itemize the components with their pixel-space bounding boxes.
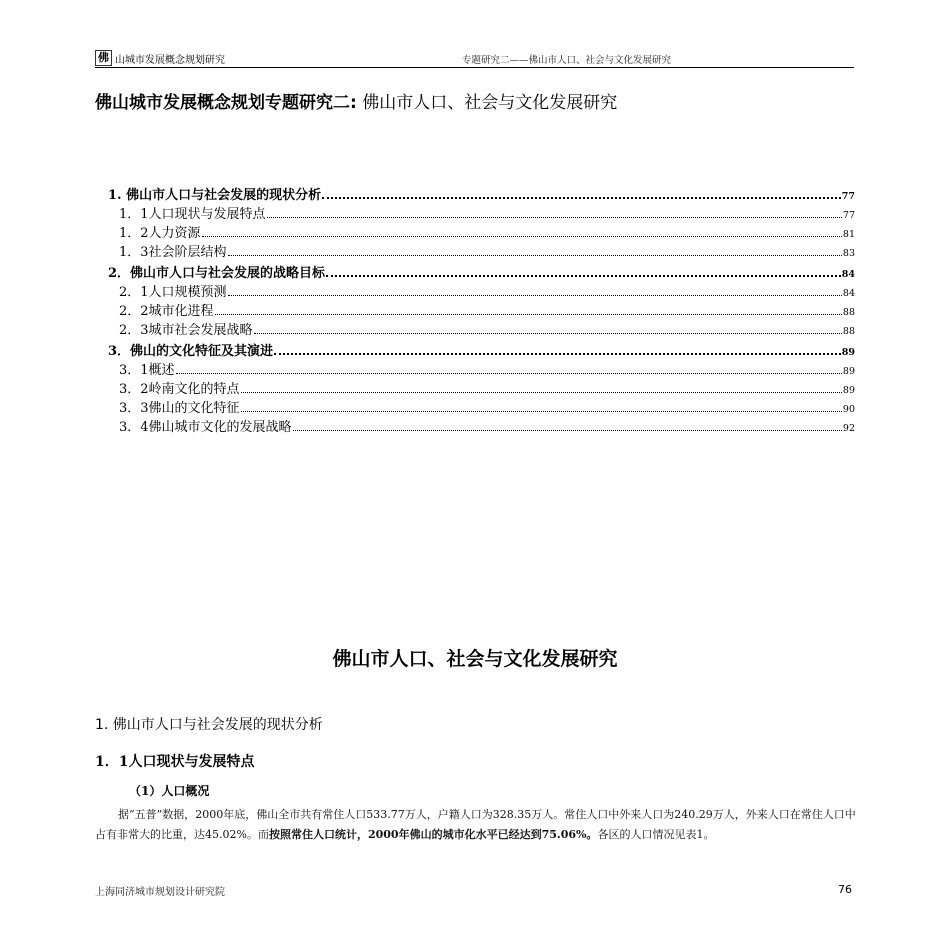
toc-entry-label: 2．2城市化进程 (119, 304, 214, 319)
paragraph-emphasis: 按照常住人口统计，2000年佛山的城市化水平已经达到75.06%。 (268, 828, 598, 841)
toc-dot-leader (254, 332, 842, 334)
toc-entry-page: 89 (841, 347, 855, 358)
toc-entry-label: 1．2人力资源 (119, 226, 201, 241)
toc-entry-page: 84 (841, 269, 855, 280)
toc-entry-label: 1．1人口现状与发展特点 (119, 207, 266, 222)
toc-entry-page: 88 (842, 326, 855, 337)
toc-dot-leader (202, 235, 842, 237)
toc-entry-label: 3．4佛山城市文化的发展战略 (119, 420, 292, 435)
toc-entry[interactable] (108, 262, 855, 281)
toc-entry[interactable] (108, 203, 855, 222)
toc-dot-leader (274, 352, 841, 355)
page-header (95, 50, 854, 68)
toc-dot-leader (215, 313, 842, 315)
logo-icon: 佛 (95, 50, 112, 66)
toc-entry-page: 77 (841, 191, 855, 202)
toc-entry-label: 3．3佛山的文化特征 (119, 401, 240, 416)
toc-dot-leader (326, 274, 841, 277)
toc-entry[interactable] (108, 378, 855, 397)
toc-dot-leader (241, 391, 842, 393)
toc-entry-label: 2．佛山市人口与社会发展的战略目标 (108, 266, 326, 281)
toc-entry-label: 2．3城市社会发展战略 (119, 323, 253, 338)
toc-entry-page: 89 (842, 385, 855, 396)
toc-entry-page: 84 (842, 288, 855, 299)
toc-entry[interactable] (108, 184, 855, 203)
subsubsection-heading: （1）人口概况 (129, 784, 210, 798)
toc-entry[interactable] (108, 359, 855, 378)
toc-entry-page: 88 (842, 307, 855, 318)
toc-entry[interactable] (108, 397, 855, 416)
main-heading: 佛山市人口、社会与文化发展研究 (332, 648, 618, 670)
toc-entry[interactable] (108, 300, 855, 319)
header-section-title: 专题研究二——佛山市人口、社会与文化发展研究 (462, 55, 672, 66)
body-paragraph (95, 805, 860, 845)
toc-entry-page: 83 (842, 248, 855, 259)
toc-entry-page: 89 (842, 366, 855, 377)
toc-entry[interactable] (108, 416, 855, 435)
toc-entry[interactable] (108, 222, 855, 241)
toc-entry[interactable] (108, 241, 855, 260)
toc-dot-leader (267, 216, 842, 218)
toc-entry-label: 3．1概述 (119, 363, 175, 378)
toc-entry[interactable] (108, 281, 855, 300)
document-title-suffix: 佛山市人口、社会与文化发展研究 (356, 93, 618, 113)
toc-entry-label: 2．1人口规模预测 (119, 285, 227, 300)
footer-institution: 上海同济城市规划设计研究院 (95, 887, 225, 898)
document-title (95, 88, 617, 113)
paragraph-text-1: 据“五普”数据，2000年底，佛山全市共有常住人口533.77万人，户籍人口为328.35万人。常住人口中外来人口为240.29万人，外来人口在常住人口中占有非常大的比重，达45.02%。而 (95, 808, 856, 841)
toc-entry[interactable] (108, 319, 855, 338)
paragraph-text-2: 各区的人口情况见表1。 (597, 828, 715, 841)
toc-entry[interactable] (108, 340, 855, 359)
toc-entry-page: 77 (842, 210, 855, 221)
toc-dot-leader (176, 372, 842, 374)
subsection-heading-1-1: 1．1人口现状与发展特点 (95, 754, 255, 770)
toc-dot-leader (293, 429, 842, 431)
header-logo (95, 50, 225, 66)
toc-entry-page: 81 (842, 229, 855, 240)
toc-entry-label: 1．3社会阶层结构 (119, 245, 227, 260)
toc-entry-page: 92 (842, 423, 855, 434)
footer-page-number: 76 (838, 883, 852, 896)
toc-entry-page: 90 (842, 404, 855, 415)
toc-dot-leader (322, 196, 841, 199)
toc-dot-leader (228, 294, 842, 296)
document-title-prefix: 佛山城市发展概念规划专题研究二: (95, 93, 357, 113)
toc-dot-leader (228, 254, 842, 256)
section-heading-1: 1. 佛山市人口与社会发展的现状分析 (95, 717, 323, 733)
toc-entry-label: 3．2岭南文化的特点 (119, 382, 240, 397)
header-logo-text: 山城市发展概念规划研究 (115, 54, 225, 66)
toc-entry-label: 1. 佛山市人口与社会发展的现状分析 (108, 188, 322, 203)
toc-entry-label: 3．佛山的文化特征及其演进 (108, 344, 274, 359)
toc-dot-leader (241, 410, 842, 412)
table-of-contents (108, 184, 855, 435)
